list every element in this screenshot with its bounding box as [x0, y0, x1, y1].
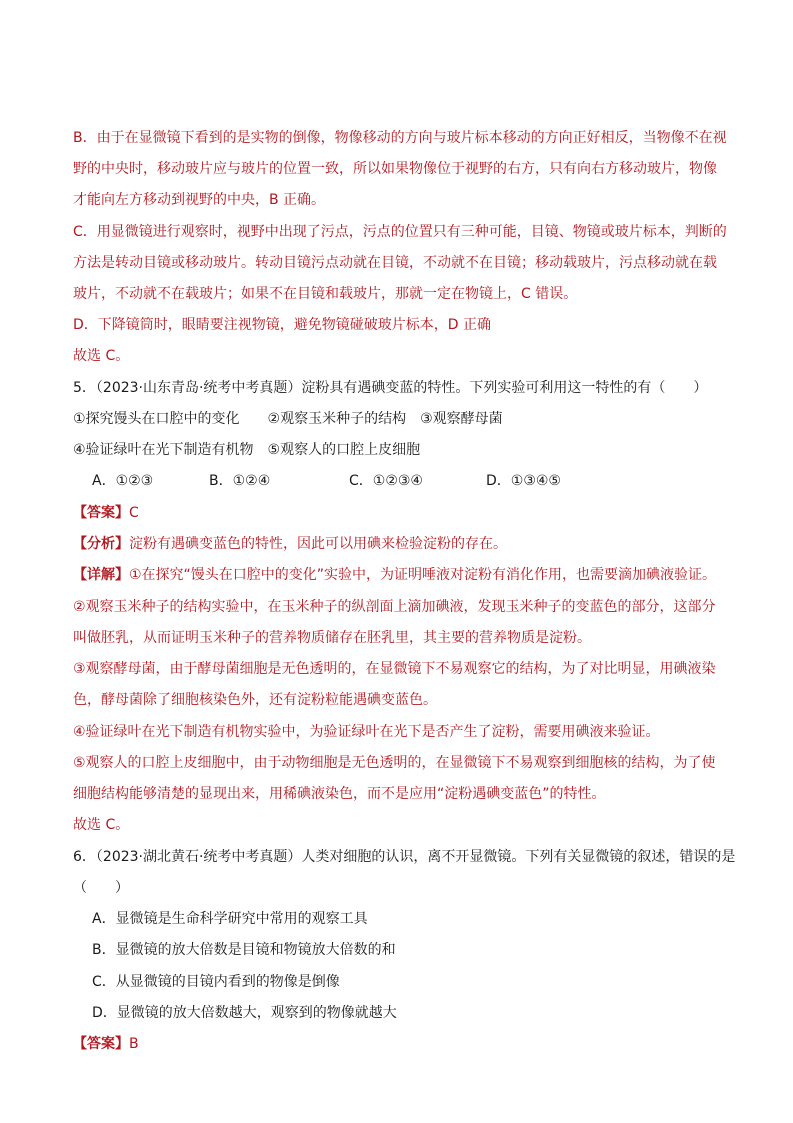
q6-option-b: B．显微镜的放大倍数是目镜和物镜放大倍数的和	[92, 942, 396, 958]
q5-detail-line-6: ④验证绿叶在光下制造有机物实验中，为验证绿叶在光下是否产生了淀粉，需要用碘液来验证。	[73, 724, 660, 740]
q5-option-c: C．①②③④	[349, 473, 423, 489]
q4-option-b-explanation-line-3: 才能向左方移动到视野的中央，B 正确。	[73, 192, 326, 208]
answer-tag: 【答案】	[73, 1036, 129, 1052]
q5-detail-line-7: ⑤观察人的口腔上皮细胞中，由于动物细胞是无色透明的，在显微镜下不易观察到细胞核的结构，为了使	[73, 755, 716, 771]
analysis-tag: 【分析】	[73, 536, 129, 552]
q4-option-c-explanation-line-3: 玻片，不动就不在载玻片；如果不在目镜和载玻片，那就一定在物镜上，C 错误。	[73, 286, 578, 302]
analysis-text: 淀粉有遇碘变蓝色的特性，因此可以用碘来检验淀粉的存在。	[129, 536, 507, 552]
q5-items-line-2: ④验证绿叶在光下制造有机物 ⑤观察人的口腔上皮细胞	[73, 442, 421, 458]
q4-conclusion: 故选 C。	[73, 348, 130, 364]
q4-option-d-explanation: D．下降镜筒时，眼睛要注视物镜，避免物镜碰破玻片标本，D 正确	[73, 317, 492, 333]
detail-tag: 【详解】	[73, 567, 129, 583]
q5-option-a: A．①②③	[92, 473, 154, 489]
q5-items-line-1: ①探究馒头在口腔中的变化 ②观察玉米种子的结构 ③观察酵母菌	[73, 411, 503, 427]
q4-option-b-explanation-line-2: 野的中央时，移动玻片应与玻片的位置一致，所以如果物像位于视野的右方，只有向右方移动玻片，物像	[73, 161, 717, 177]
q6-stem-line-1: 6．（2023·湖北黄石·统考中考真题）人类对细胞的认识，离不开显微镜。下列有关显微镜的叙述，错误的是	[73, 849, 736, 865]
q6-option-c: C．从显微镜的目镜内看到的物像是倒像	[92, 974, 340, 990]
q6-stem-line-2: （ ）	[73, 880, 129, 896]
q5-answer	[73, 503, 139, 523]
q5-detail-line-8: 细胞结构能够清楚的显现出来，用稀碘液染色，而不是应用“淀粉遇碘变蓝色”的特性。	[73, 786, 606, 802]
q5-option-b: B．①②④	[209, 473, 271, 489]
q4-option-b-explanation-line-1: B．由于在显微镜下看到的是实物的倒像，物像移动的方向与玻片标本移动的方向正好相反，当物像不在视	[73, 130, 727, 146]
q5-options-row	[92, 471, 561, 491]
q5-option-d: D．①③④⑤	[486, 473, 561, 489]
q6-option-a: A．显微镜是生命科学研究中常用的观察工具	[92, 911, 368, 927]
answer-value: B	[129, 1036, 139, 1052]
q4-option-c-explanation-line-1: C．用显微镜进行观察时，视野中出现了污点，污点的位置只有三种可能，目镜、物镜或玻片标本，判断的	[73, 224, 727, 240]
q5-detail-line-5: 色，酵母菌除了细胞核染色外，还有淀粉粒能遇碘变蓝色。	[73, 692, 437, 708]
q5-detail-line-4: ③观察酵母菌，由于酵母菌细胞是无色透明的，在显微镜下不易观察它的结构，为了对比明显，用碘液染	[73, 661, 716, 677]
q4-option-c-explanation-line-2: 方法是转动目镜或移动玻片。转动目镜污点动就在目镜，不动就不在目镜；移动载玻片，污点移动就在载	[73, 255, 717, 271]
q5-detail-line-2: ②观察玉米种子的结构实验中，在玉米种子的纵剖面上滴加碘液，发现玉米种子的变蓝色的部分，这部分	[73, 599, 716, 615]
q5-stem: 5．（2023·山东青岛·统考中考真题）淀粉具有遇碘变蓝的特性。下列实验可利用这一特性的有（ ）	[73, 380, 708, 396]
detail-text: ①在探究“馒头在口腔中的变化”实验中，为证明唾液对淀粉有消化作用，也需要滴加碘液验证。	[129, 567, 717, 583]
q6-option-d: D．显微镜的放大倍数越大，观察到的物像就越大	[92, 1005, 397, 1021]
q5-analysis	[73, 534, 507, 554]
answer-value: C	[129, 505, 139, 521]
answer-tag: 【答案】	[73, 505, 129, 521]
q5-detail-line-1	[73, 565, 716, 585]
q5-conclusion: 故选 C。	[73, 817, 130, 833]
q6-answer	[73, 1034, 139, 1054]
q5-detail-line-3: 叫做胚乳，从而证明玉米种子的营养物质储存在胚乳里，其主要的营养物质是淀粉。	[73, 630, 591, 646]
